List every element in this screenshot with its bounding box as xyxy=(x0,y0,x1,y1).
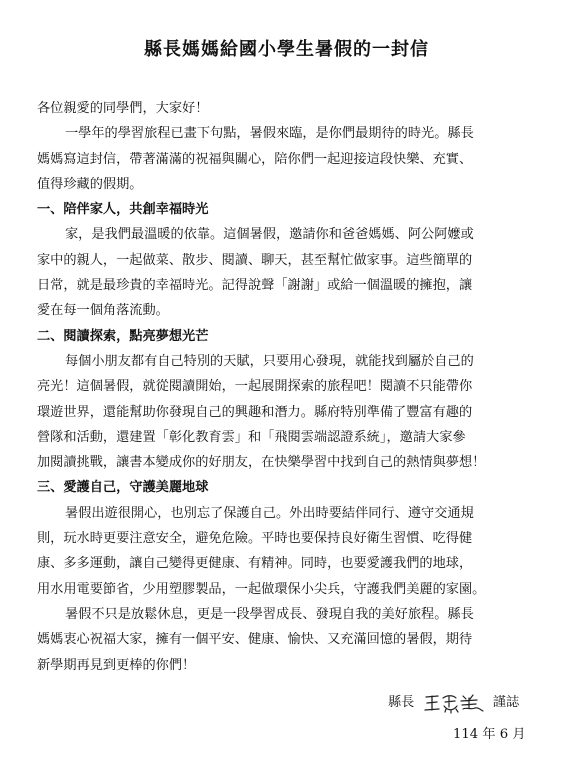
closing-paragraph xyxy=(37,602,549,678)
section-heading: 二、閱讀探索，點亮夢想光芒 xyxy=(37,328,209,344)
paragraph-line: 暑假出遊很開心，也別忘了保護自己。外出時要結伴同行、遵守交通規 xyxy=(65,505,474,521)
paragraph-line: 媽媽衷心祝福大家，擁有一個平安、健康、愉快、又充滿回憶的暑假，期待 xyxy=(37,632,473,648)
section-family xyxy=(37,197,549,323)
paragraph-line: 愛在每一個角落流動。 xyxy=(37,303,169,319)
paragraph-line: 一學年的學習旅程已畫下句點，暑假來臨，是你們最期待的時光。縣長 xyxy=(65,126,474,142)
paragraph-line: 亮光！這個暑假，就從閱讀開始，一起展開探索的旅程吧！閱讀不只能帶你 xyxy=(37,379,473,395)
section-heading: 三、愛護自己，守護美麗地球 xyxy=(37,480,209,496)
paragraph-line: 值得珍藏的假期。 xyxy=(37,176,143,192)
paragraph-line: 康、多多運動，讓自己變得更健康、有精神。同時，也要愛護我們的地球， xyxy=(37,556,473,572)
section-heading: 一、陪伴家人，共創幸福時光 xyxy=(37,202,209,218)
greeting: 各位親愛的同學們，大家好！ xyxy=(37,101,209,116)
intro-paragraph xyxy=(37,121,549,197)
paragraph-line: 加閱讀挑戰，讓書本變成你的好朋友，在快樂學習中找到自己的熱情與夢想！ xyxy=(37,455,486,471)
paragraph-line: 新學期再見到更棒的你們！ xyxy=(37,657,196,673)
section-safety xyxy=(37,475,549,601)
section-reading xyxy=(37,324,549,476)
letter-body xyxy=(37,96,549,678)
signature-suffix: 謹誌 xyxy=(492,695,520,710)
paragraph-line: 暑假不只是放鬆休息，更是一段學習成長、發現自我的美好旅程。縣長 xyxy=(65,606,474,622)
paragraph-line: 媽媽寫這封信，帶著滿滿的祝福與關心，陪你們一起迎接這段快樂、充實、 xyxy=(37,151,473,167)
paragraph-line: 家中的親人，一起做菜、散步、閱讀、聊天，甚至幫忙做家事。這些簡單的 xyxy=(37,252,473,268)
handwritten-signature xyxy=(423,692,485,714)
signature-prefix: 縣長 xyxy=(388,695,415,710)
letter-title: 縣長媽媽給國小學生暑假的一封信 xyxy=(144,39,429,60)
paragraph-line: 日常，就是最珍貴的幸福時光。記得說聲「謝謝」或給一個溫暖的擁抱，讓 xyxy=(37,278,473,294)
letter-date: 114 年 6 月 xyxy=(453,727,526,742)
paragraph-line: 每個小朋友都有自己特別的天賦，只要用心發現，就能找到屬於自己的 xyxy=(65,353,474,369)
paragraph-line: 則，玩水時更要注意安全，避免危險。平時也要保持良好衛生習慣、吃得健 xyxy=(37,531,473,547)
paragraph-line: 營隊和活動，還建置「彰化教育雲」和「飛閱雲端認證系統」，邀請大家參 xyxy=(37,429,466,445)
paragraph-line: 環遊世界，還能幫助你發現自己的興趣和潛力。縣府特別準備了豐富有趣的 xyxy=(37,404,473,420)
paragraph-line: 用水用電要節省，少用塑膠製品，一起做環保小尖兵，守護我們美麗的家園。 xyxy=(37,581,486,597)
signature-block xyxy=(388,690,519,716)
paragraph-line: 家，是我們最溫暖的依靠。這個暑假，邀請你和爸爸媽媽、阿公阿嬤或 xyxy=(65,227,474,243)
